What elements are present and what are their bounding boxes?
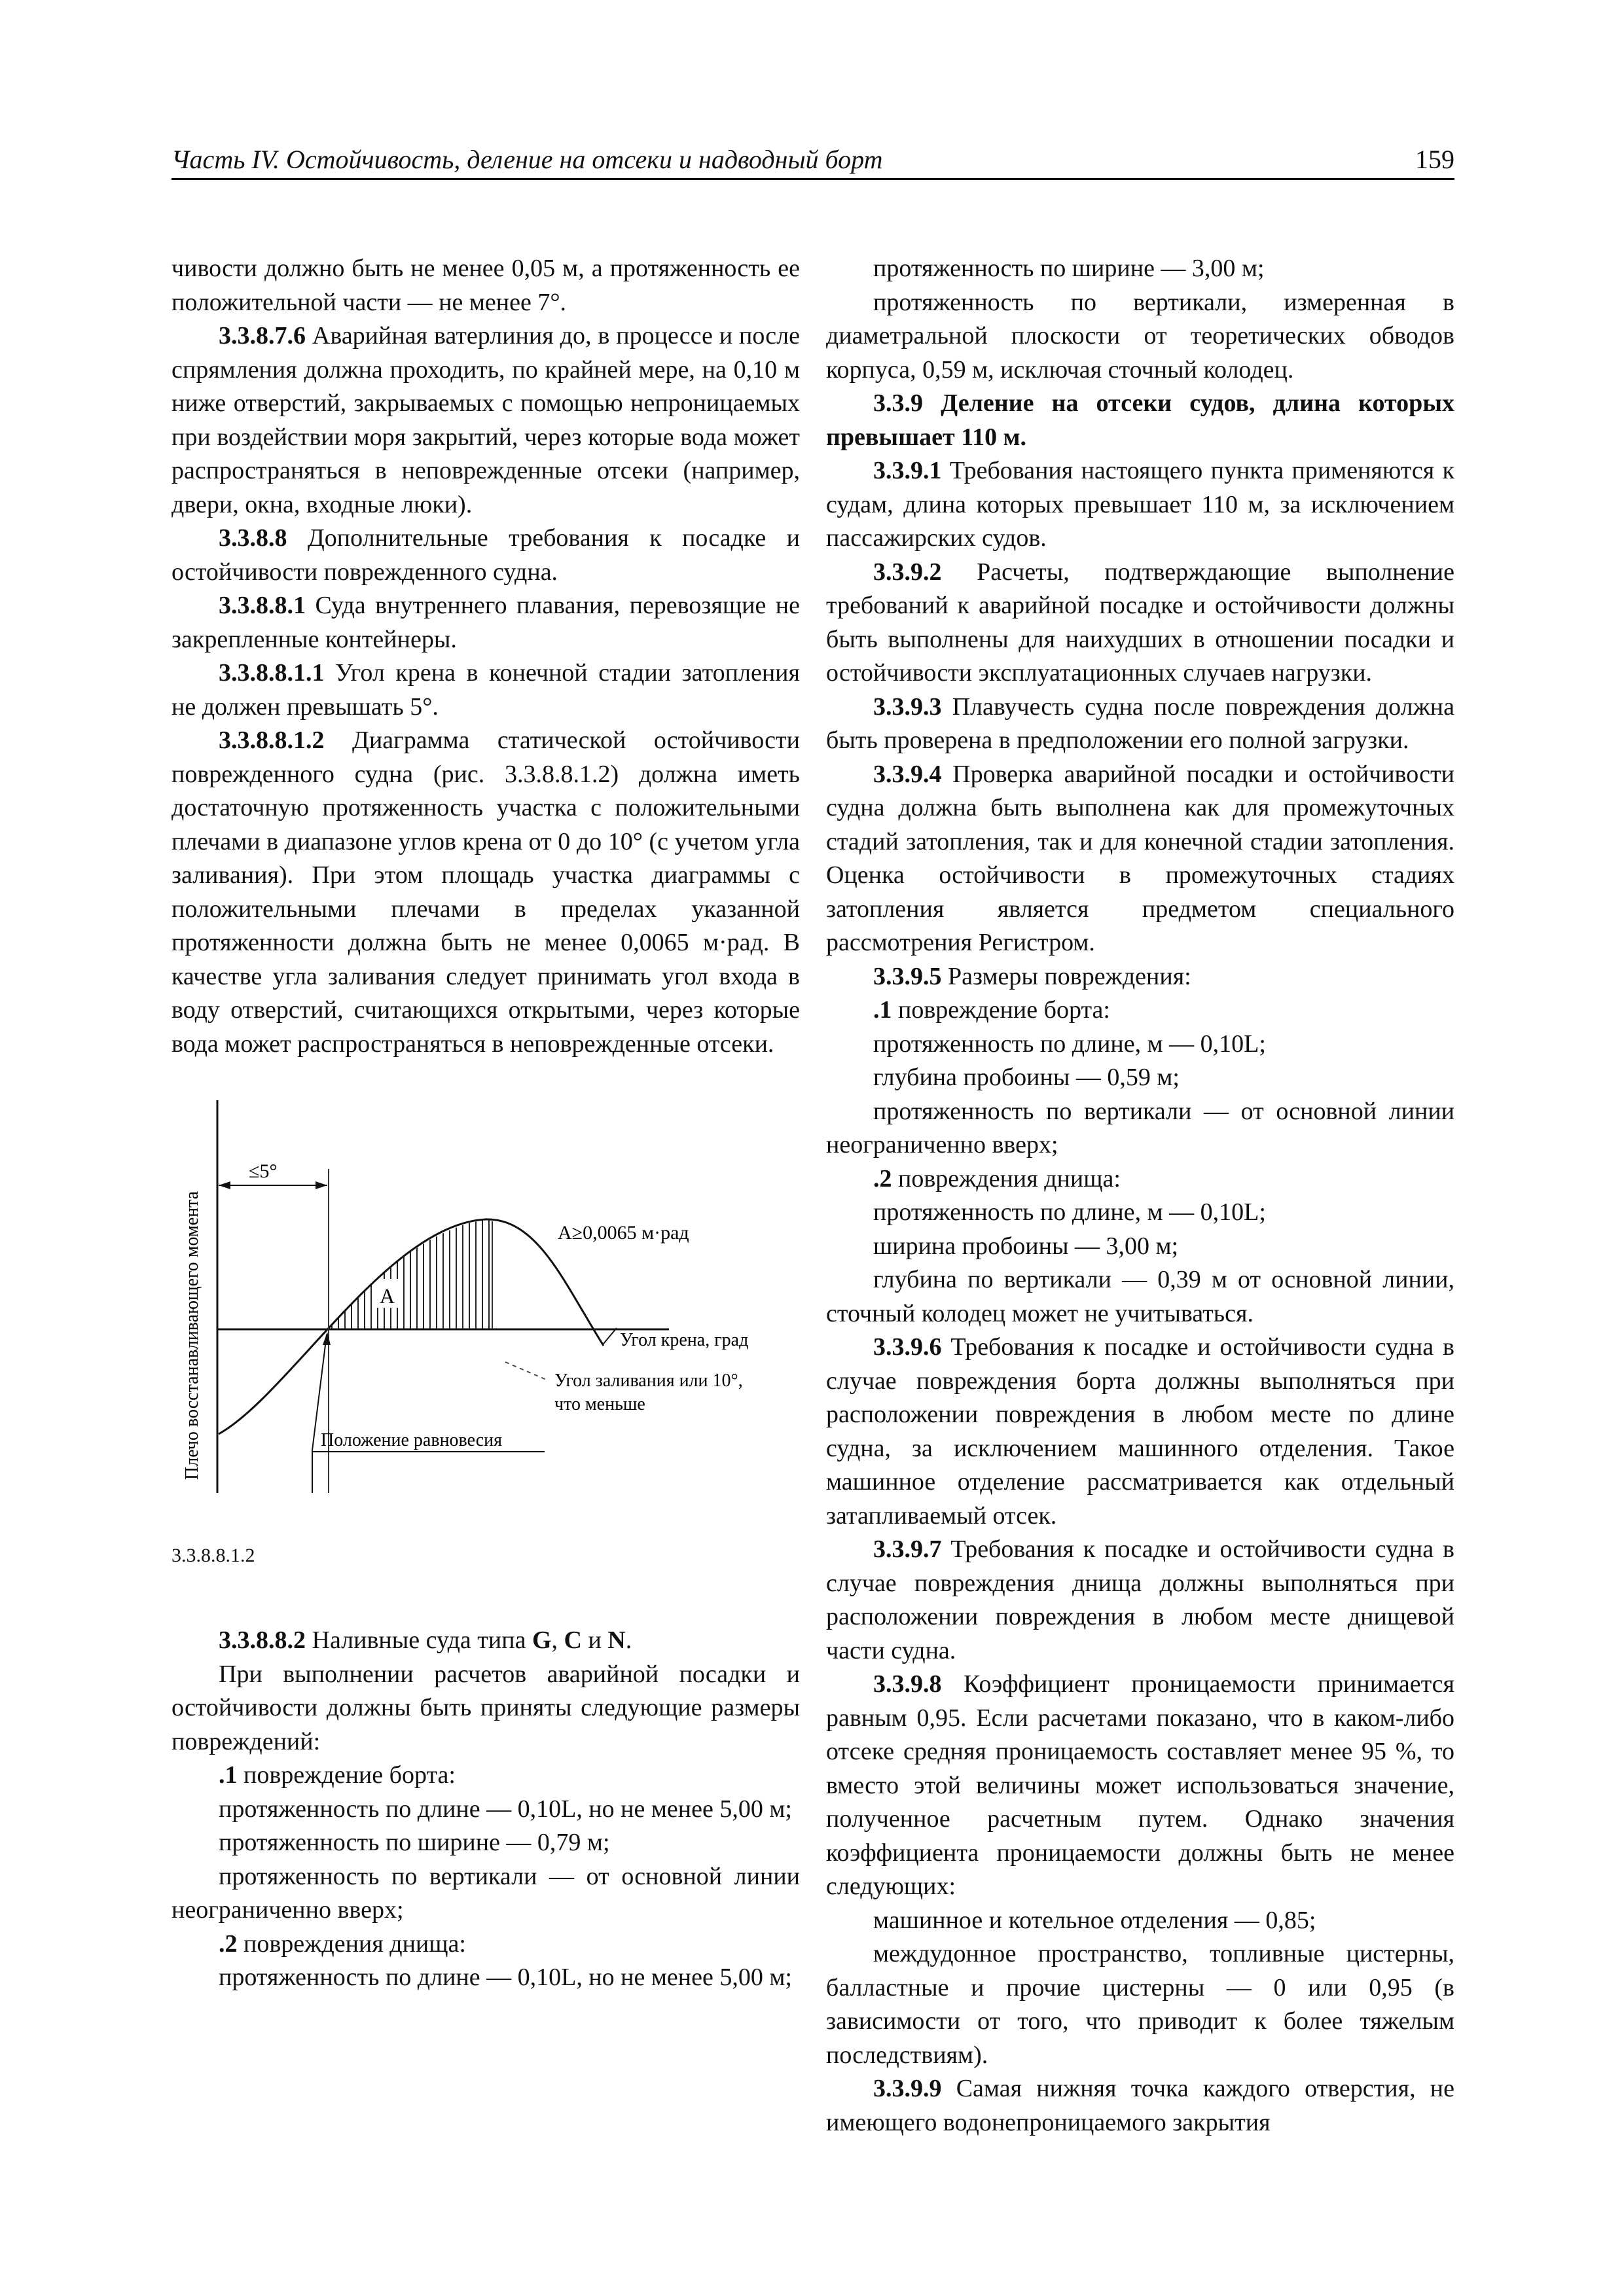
paragraph-text: Наливные суда типа xyxy=(306,1626,532,1654)
paragraph-text: Диаграмма статической остойчивости поврежденного судна (рис. 3.3.8.8.1.2) должна иметь достаточную протяженность участка с положительными плечами в диапазоне углов крена от 0 до 10° (с учетом угла заливания). При этом площадь участка диаграммы с положительными плечами в пределах указанной протяженности должна быть не менее 0,0065 м·рад. В качестве угла заливания следует принимать угол входа в воду отверстий, считающихся открытыми, через которые вода может распространяться в неповрежденные отсеки. xyxy=(171,726,800,1058)
arrow-head-left xyxy=(219,1181,230,1189)
paragraph-text: повреждения днища: xyxy=(237,1929,466,1958)
clause-number: 3.3.9.1 xyxy=(873,457,942,484)
paragraph-text: . xyxy=(625,1626,632,1654)
paragraph xyxy=(826,454,1454,556)
type-letter: N xyxy=(607,1626,626,1654)
item-number: .1 xyxy=(219,1761,238,1789)
right-column xyxy=(826,252,1454,2140)
clause-number: 3.3.9.4 xyxy=(873,760,942,788)
paragraph-text: Коэффициент проницаемости принимается равным 0,95. Если расчетами показано, что в каком-либо отсеке средняя проницаемость составляет менее 95 %, то вместо этой величины может использоваться значение, полученное расчетным путем. Однако значения коэффициента проницаемости должны быть не менее следующих: xyxy=(826,1670,1454,1900)
paragraph-text: Суда внутреннего плавания, перевозящие не закрепленные контейнеры. xyxy=(171,592,800,653)
paragraph: протяженность по вертикали — от основной линии неограниченно вверх; xyxy=(171,1862,800,1924)
paragraph-text: повреждения днища: xyxy=(892,1164,1121,1193)
paragraph: протяженность по длине, м — 0,10L; xyxy=(873,1030,1266,1058)
paragraph: протяженность по ширине — 3,00 м; xyxy=(873,255,1265,282)
area-letter: A xyxy=(380,1284,395,1308)
angle-limit-label: ≤5° xyxy=(249,1160,278,1182)
figure-caption: 3.3.8.8.1.2 xyxy=(171,1545,255,1566)
type-letter: C xyxy=(564,1626,582,1654)
paragraph: протяженность по длине — 0,10L, но не менее 5,00 м; xyxy=(219,1795,792,1823)
clause-number: 3.3.8.8.2 xyxy=(219,1626,306,1654)
paragraph-text: Размеры повреждения: xyxy=(941,962,1191,990)
paragraph-text: Проверка аварийной посадки и остойчивости судна должна быть выполнена как для промежуточных стадий затопления, так и для конечной стадии затопления. Оценка остойчивости в промежуточных стадиях затопления является предметом специального рассмотрения Регистром. xyxy=(826,760,1454,956)
arrow-head-right xyxy=(316,1181,327,1189)
clause-number: 3.3.9.7 xyxy=(873,1535,942,1563)
paragraph-text: Дополнительные требования к посадке и остойчивости поврежденного судна. xyxy=(171,524,800,586)
paragraph: глубина по вертикали — 0,39 м от основной линии, сточный колодец может не учитываться. xyxy=(826,1266,1454,1327)
paragraph-text: Требования к посадке и остойчивости судна в случае повреждения днища должны выполняться при расположении повреждения в любом месте днищевой части судна. xyxy=(826,1535,1454,1664)
section-heading xyxy=(826,387,1454,454)
paragraph xyxy=(171,1928,800,1962)
paragraph-text: и xyxy=(581,1626,608,1654)
header-title: Часть IV. Остойчивость, деление на отсеки и надводный борт xyxy=(171,145,883,174)
paragraph-text: , xyxy=(551,1626,564,1654)
item-number: .1 xyxy=(873,996,892,1024)
header-rule xyxy=(171,178,1454,180)
paragraph-text: повреждение борта: xyxy=(237,1761,456,1789)
paragraph-text: Плавучесть судна после повреждения должна быть проверена в предположении его полной загрузки. xyxy=(826,692,1454,754)
item-number: .2 xyxy=(873,1164,892,1193)
paragraph-text: Самая нижняя точка каждого отверстия, не имеющего водонепроницаемого закрытия xyxy=(826,2075,1454,2136)
paragraph-text: Расчеты, подтверждающие выполнение требований к аварийной посадке и остойчивости должны быть выполнены для наихудших в отношении посадки и остойчивости эксплуатационных случаев нагрузки. xyxy=(826,558,1454,687)
clause-number: 3.3.9.5 xyxy=(873,962,942,990)
clause-number: 3.3.8.7.6 xyxy=(219,322,306,350)
paragraph xyxy=(826,994,1454,1028)
paragraph-text: Требования настоящего пункта применяются к судам, длина которых превышает 110 м, за исключением пассажирских судов. xyxy=(826,457,1454,552)
paragraph: При выполнении расчетов аварийной посадки и остойчивости должны быть приняты следующие размеры повреждений: xyxy=(171,1660,800,1755)
paragraph xyxy=(171,589,800,656)
paragraph-text: Аварийная ватерлиния до, в процессе и после спрямления должна проходить, по крайней мере, на 0,10 м ниже отверстий, закрываемых с помощью непроницаемых при воздействии моря закрытий, через которые вода может распространяться в неповрежденные отсеки (например, двери, окна, входные люки). xyxy=(171,322,800,518)
flood-label-1: Угол заливания или 10°, xyxy=(554,1371,743,1391)
clause-number: 3.3.8.8.1.1 xyxy=(219,659,325,687)
paragraph: протяженность по длине, м — 0,10L; xyxy=(873,1198,1266,1226)
paragraph-text: Угол крена в конечной стадии затопления не должен превышать 5°. xyxy=(171,659,800,721)
stability-diagram xyxy=(171,1087,800,1585)
clause-number: 3.3.9.2 xyxy=(873,558,942,586)
page-header xyxy=(171,144,1454,178)
paragraph: протяженность по вертикали — от основной линии неограниченно вверх; xyxy=(826,1097,1454,1158)
paragraph xyxy=(171,656,800,724)
clause-number: 3.3.8.8.1.2 xyxy=(219,726,325,754)
x-axis-label: Угол крена, град xyxy=(620,1330,749,1350)
paragraph: протяженность по вертикали, измеренная в диаметральной плоскости от теоретических обводов корпуса, 0,59 м, исключая сточный колодец. xyxy=(826,288,1454,384)
flood-leader xyxy=(505,1362,548,1380)
spacer xyxy=(171,1585,800,1624)
paragraph xyxy=(171,724,800,1061)
paragraph: чивости должно быть не менее 0,05 м, а протяженность ее положительной части — не менее 7°. xyxy=(171,255,800,316)
type-letter: G xyxy=(532,1626,552,1654)
clause-number: 3.3.9.9 xyxy=(873,2075,942,2102)
paragraph: протяженность по ширине — 0,79 м; xyxy=(219,1829,610,1856)
paragraph xyxy=(826,2072,1454,2140)
clause-number: 3.3.8.8.1 xyxy=(219,592,306,619)
paragraph xyxy=(171,319,800,522)
area-label: A≥0,0065 м·рад xyxy=(558,1222,689,1244)
paragraph xyxy=(826,960,1454,994)
clause-number: 3.3.9.3 xyxy=(873,692,942,721)
y-axis-label: Плечо восстанавливающего момента xyxy=(182,1191,202,1480)
paragraph xyxy=(826,691,1454,758)
paragraph-text: повреждение борта: xyxy=(892,996,1110,1024)
paragraph xyxy=(826,1668,1454,1904)
clause-number: 3.3.9.6 xyxy=(873,1333,942,1361)
paragraph: машинное и котельное отделения — 0,85; xyxy=(873,1906,1316,1934)
section-heading-text: 3.3.9 Деление на отсеки судов, длина которых превышает 110 м. xyxy=(826,389,1454,451)
paragraph xyxy=(826,1331,1454,1533)
item-number: .2 xyxy=(219,1929,238,1958)
paragraph xyxy=(826,556,1454,691)
paragraph: междудонное пространство, топливные цистерны, балластные и прочие цистерны — 0 или 0,95 (в зависимости от того, что приводит к более тяжелым последствиям). xyxy=(826,1940,1454,2069)
clause-number: 3.3.9.8 xyxy=(873,1670,942,1698)
paragraph xyxy=(171,522,800,589)
paragraph xyxy=(826,1162,1454,1196)
paragraph xyxy=(826,758,1454,960)
paragraph: глубина пробоины — 0,59 м; xyxy=(873,1064,1180,1091)
stability-diagram-svg xyxy=(171,1087,800,1539)
left-column xyxy=(171,252,800,1995)
paragraph xyxy=(171,1624,800,1658)
equilibrium-label: Положение равновесия xyxy=(321,1430,503,1450)
x-axis-leader xyxy=(604,1328,617,1344)
clause-number: 3.3.8.8 xyxy=(219,524,287,552)
paragraph xyxy=(826,1533,1454,1668)
hatched-area xyxy=(332,1185,489,1329)
paragraph: протяженность по длине — 0,10L, но не менее 5,00 м; xyxy=(219,1964,792,1991)
page-number: 159 xyxy=(1415,145,1454,174)
flood-label-2: что меньше xyxy=(554,1394,645,1414)
paragraph-text: Требования к посадке и остойчивости судна в случае повреждения борта должны выполняться при расположении повреждения в любом месте по длине судна, за исключением машинного отделения. Такое машинное отделение рассматривается как отдельный затапливаемый отсек. xyxy=(826,1333,1454,1530)
paragraph xyxy=(171,1759,800,1793)
paragraph: ширина пробоины — 3,00 м; xyxy=(873,1232,1179,1260)
